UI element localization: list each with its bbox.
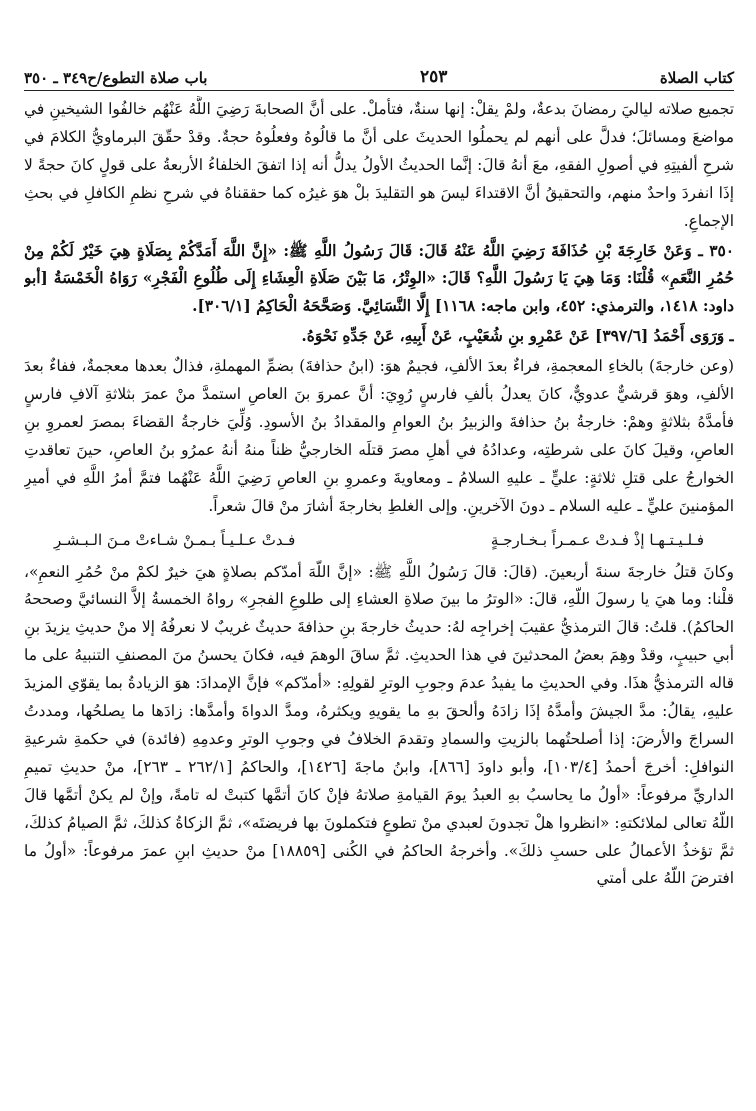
verse-second-hemistich: فـدتْ عـلـيـاً بـمـنْ شـاءتْ مـنَ الـبـشـرِ [54,530,296,549]
hadith-350-variant: ـ وَرَوَى أَحْمَدُ [٣٩٧/٦] عَنْ عَمْرِو بنِ شُعَيْبٍ، عَنْ أَبِيهِ، عَنْ جَدِّهِ نَحْوَهُ. [301,327,734,346]
book-title: كتاب الصلاة [659,69,734,87]
chapter-section-title: باب صلاة التطوع/ح٣٤٩ ـ ٣٥٠ [24,69,208,87]
hadith-350 [24,238,734,322]
commentary-paragraph-1: تجميع صلاته لياليَ رمضانَ بدعةٌ، ولمْ يقلْ: إنها سنةٌ، فتأملْ. على أنَّ الصحابةَ رَضِيَ اللَّهُ عَنْهُم خالفُوا الشيخينِ في مواضعَ ومسائلَ؛ فدلَّ على أنهم لم يحملُوا الحديثَ على أنَّ ما قالُوهُ وفعلُوهُ حجةٌ. وقدْ حقّقَ البرماويُّ الكلامَ في شرحِ ألفيتِهِ في أصولِ الفقهِ، معَ أنهُ قالَ: إنَّما الحديثُ الأولُ يدلُّ أنه إذا اتفقَ الخلفاءُ الأربعةُ على قولٍ كانَ حجةً لا إذَا انفردَ واحدٌ منهم، والتحقيقُ أنَّ الاقتداءَ ليسَ هو التقليدَ بلْ هوَ غيرُه كما حققناهُ في شرحِ نظمِ الكافلِ في بحثِ الإجماعِ. [24,100,734,230]
commentary-paragraph-2: (وعن خارجةَ) بالخاءِ المعجمةِ، فراءٌ بعدَ الألفِ، فجيمٌ هوَ: (ابنُ حذافةَ) بضمِّ المهملةِ، فذالٌ بعدها معجمةٌ، ففاءٌ بعدَ الألفِ، وهوَ قرشيٌّ عدويٌّ، كانَ يعدلُ بألفِ فارسٍ رُوِيَ: أنَّ عمروَ بنَ العاصِ استمدَّ منْ عمرَ بثلاثةِ آلافِ فارسٍ فأمدَّهُ بثلاثةٍ وهمْ: خارجةُ بنُ حذافةَ والزبيرُ بنُ العوامِ والمقدادُ بنُ الأسودِ. وُلِّيَ خارجةُ القضاءَ بمصرَ لعمروِ بنِ العاصِ، وقيلَ كانَ على شرطتِه، وعدادُهُ في أهلِ مصرَ قتلَه الخارجيُّ ظناً منهُ أنهُ عمرُو بنُ العاصِ، حينَ تعاقدتِ الخوارجُ على قتلِ ثلاثةٍ: عليٍّ ـ عليهِ السلامُ ـ ومعاويةَ وعمروِ بنِ العاصِ رَضِيَ اللَّهُ عَنْهُما فتمَّ أمرُ اللَّهِ في أميرِ المؤمنينَ عليٍّ ـ عليه السلام ـ دونَ الآخرينِ. وإلى الغلطِ بخارجةَ أشارَ منْ قالَ شعراً. [24,357,734,515]
commentary-paragraph-3: وكانَ قتلُ خارجةَ سنةَ أربعينَ. (قالَ: قالَ رَسُولُ اللَّهِ ﷺ: «إنَّ اللّهَ أمدّكم بصلاةٍ هيَ خيرٌ لكمْ منْ حُمُرِ النعمِ»، قلْنا: وما هيَ يا رسولَ اللّهِ، قالَ: «الوترُ ما بينَ صلاةِ العشاءِ إلى طلوعِ الفجرِ» رواهُ الخمسةُ إلاَّ النسائيَّ وصححهُ الحاكمُ). قلتُ: قالَ الترمذيُّ عقيبَ إخراجِه لهُ: حديثُ خارجةَ بنِ حذافةَ حديثٌ غريبٌ لا نعرفُهُ إلا منْ حديثِ يزيدَ بنِ أبي حبيبٍ، وقدْ وهِمَ بعضُ المحدثينَ في هذا الحديثِ. ثمَّ ساقَ الوهمَ فيه، فكانَ يحسنُ منَ المصنفِ التنبيهُ على ما قاله الترمذيُّ هذَا. وفي الحديثِ ما يفيدُ عدمَ وجوبِ الوترِ لقولِهِ: «أمدّكم» فإنَّ الإمدادَ: هوَ الزيادةُ بما يقوّي المزيدَ عليهِ، يقالُ: مدَّ الجيشَ وأمدَّهُ إذَا زادَهُ وألحقَ بهِ ما يقويهِ ويكثرهُ، ومدَّ الدواةَ وأمدَّها: زادَها ما يصلحُها، ومددتُ السراجَ والأرضَ: إذا أصلحتُهما بالزيتِ والسمادِ وتقدمَ الخلافُ في وجوبِ الوترِ وعدمِهِ (فائدة) في حكمةِ شرعيةِ النوافلِ: أخرجَ أحمدُ [١٠٣/٤]، وأبو داودَ [٨٦٦]، وابنُ ماجةَ [١٤٢٦]، والحاكمُ [٢٦٢/١ ـ ٢٦٣]، منْ حديثِ تميمِ الداريِّ مرفوعاً: «أولُ ما يحاسبُ بهِ العبدُ يومَ القيامةِ صلاتهُ فإنْ كانَ أتمَّها كتبتْ له تامةً، وإنْ لم يكنْ أتمَّها قالَ اللّهُ تعالى لملائكتهِ: «انظروا هلْ تجدونَ لعبدي منْ تطوعٍ فتكملونَ بها فريضتَه»، ثمَّ الزكاةُ كذلكَ، ثمَّ الصيامُ كذلكَ، ثمَّ تؤخذُ الأعمالُ على حسبِ ذلكَ». وأخرجهُ الحاكمُ في الكُنى [١٨٨٥٩] منْ حديثِ ابنِ عمرَ مرفوعاً: «أولُ ما افترضَ اللّهُ على أمتي [24,562,734,888]
verse-first-hemistich: فـلـيـتـهـا إذْ فـدتْ عـمـراً بـخـارجـةٍ [490,530,704,549]
hadith-number: ٣٥٠ [709,241,734,260]
poetry-verse [24,527,734,555]
page-header [24,57,734,91]
hadith-text: ـ وَعَنْ خَارِجَةَ بْنِ حُذَافَةَ رَضِيَ اللَّهُ عَنْهُ قَالَ: قَالَ رَسُولُ اللَّهِ ﷺ: «إِنَّ اللَّهَ أَمَدَّكُمْ بِصَلَاةٍ هِيَ خَيْرٌ لَكُمْ مِنْ حُمُرِ النَّعَمِ» قُلْنَا: وَمَا هِيَ يَا رَسُولَ اللَّهِ؟ قَالَ: «الوِتْرُ، مَا بَيْنَ صَلَاةِ الْعِشَاءِ إِلَى طُلُوعِ الْفَجْرِ» رَوَاهُ الْخَمْسَةُ [أبو داود: ١٤١٨، والترمذي: ٤٥٢، وابن ماجه: ١١٦٨] إِلَّا النَّسَائِيَّ. وَصَحَّحَهُ الْحَاكِمُ [٣٠٦/١]. [24,241,734,316]
page-number: ٢٥٣ [419,67,448,87]
page-body [24,96,734,1111]
